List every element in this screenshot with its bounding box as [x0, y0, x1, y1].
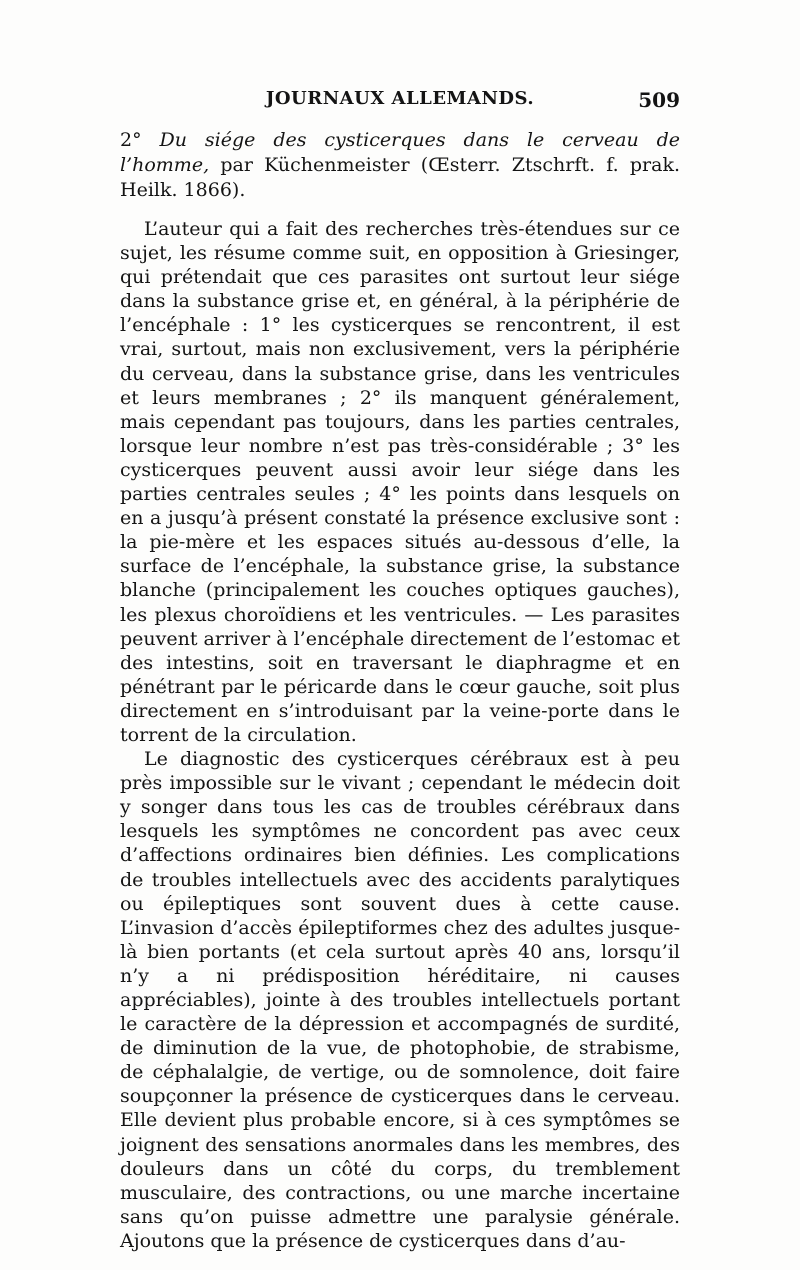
running-head: [120, 88, 680, 118]
entry-heading: [120, 128, 680, 203]
entry-citation: par Küchenmeister (Œsterr. Ztschrft. f. prak. Heilk. 1866).: [120, 154, 681, 201]
body-paragraph: L’auteur qui a fait des recherches très-étendues sur ce sujet, les résume comme suit, en opposition à Griesinger, qui prétendait que ces parasites ont surtout leur siége dans la substance grise et, en général, à la périphérie de l’encéphale : 1° les cysticerques se rencontrent, il est vrai, surtout, mais non exclusivement, vers la périphérie du cerveau, dans la substance grise, dans les ventricules et leurs membranes ; 2° ils manquent généralement, mais cependant pas toujours, dans les parties centrales, lorsque leur nombre n’est pas très-considérable ; 3° les cysticerques peuvent aussi avoir leur siége dans les parties centrales seules ; 4° les points dans lesquels on en a jusqu’à présent constaté la présence exclusive sont : la pie-mère et les espaces situés au-dessous d’elle, la surface de l’encéphale, la substance grise, la substance blanche (principalement les couches optiques gauches), les plexus choroïdiens et les ventricules. — Les parasites peuvent arriver à l’encéphale directement de l’estomac et des intestins, soit en traversant le diaphragme et en pénétrant par le péricarde dans le cœur gauche, soit plus directement en s’introduisant par la veine-porte dans le torrent de la circulation.: [120, 218, 680, 746]
entry-title: Du siége des cysticerques dans le cerveau de l’homme,: [120, 129, 681, 176]
body-paragraph: Le diagnostic des cysticerques cérébraux est à peu près impossible sur le vivant ; cependant le médecin doit y songer dans tous les cas de troubles cérébraux dans lesquels les symptômes ne concordent pas avec ceux d’affections ordinaires bien définies. Les complications de troubles intellectuels avec des accidents paralytiques ou épileptiques sont souvent dues à cette cause. L’invasion d’accès épileptiformes chez des adultes jusque-là bien portants (et cela surtout après 40 ans, lorsqu’il n’y a ni prédisposition héréditaire, ni causes appréciables), jointe à des troubles intellectuels portant le caractère de la dépression et accompagnés de surdité, de diminution de la vue, de photophobie, de strabisme, de céphalalgie, de vertige, ou de somnolence, doit faire soupçonner la présence de cysticerques dans le cerveau. Elle devient plus probable encore, si à ces symptômes se joignent des sensations anormales dans les membres, des douleurs dans un côté du corps, du tremblement musculaire, des contractions, ou une marche incertaine sans qu’on puisse admettre une paralysie générale. Ajoutons que la présence de cysticerques dans d’au-: [120, 748, 680, 1252]
entry-number: 2°: [120, 129, 142, 151]
page-body: [120, 128, 680, 1253]
page-number: 509: [638, 88, 680, 112]
running-title: JOURNAUX ALLEMANDS.: [265, 88, 535, 109]
